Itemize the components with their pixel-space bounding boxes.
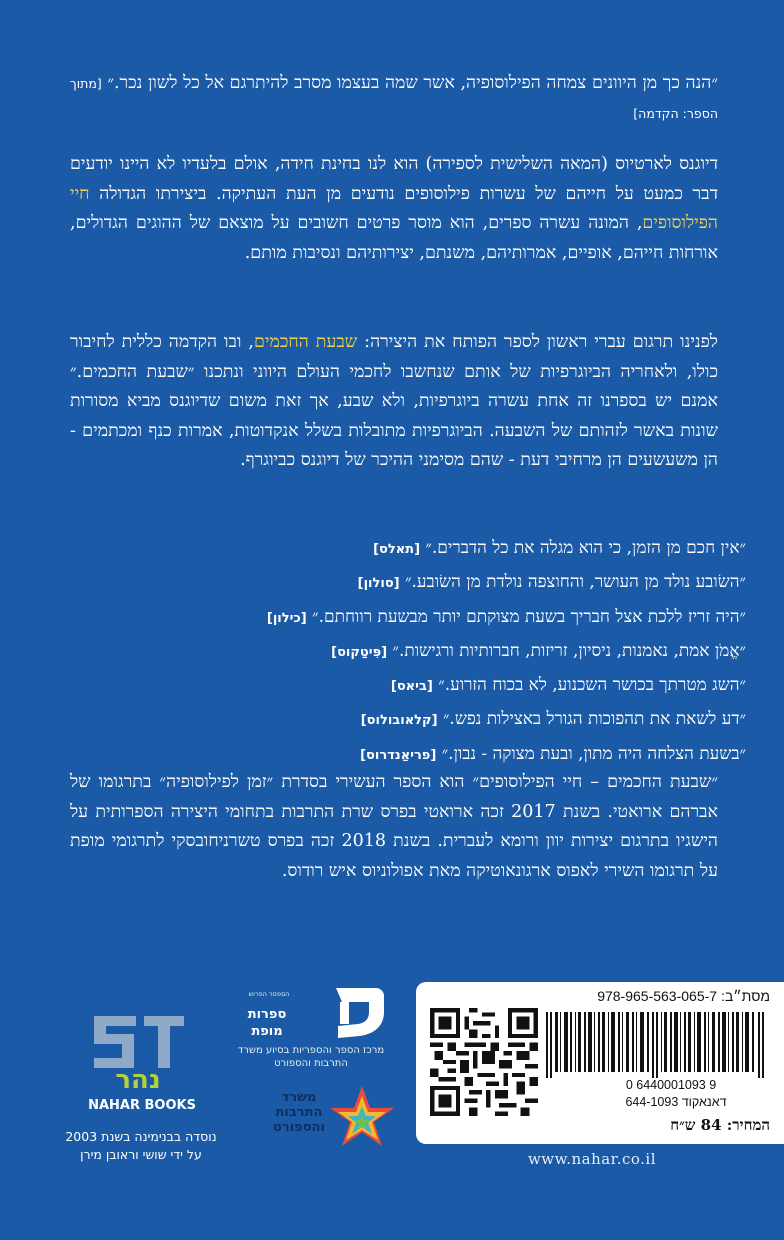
saying-item	[150, 566, 746, 600]
saying-item	[150, 669, 746, 703]
barcode-icon	[544, 1012, 770, 1078]
saying-author: [קלאובולוס]	[360, 713, 438, 729]
seven-sages-highlight: שבעת החכמים	[253, 332, 358, 352]
intro-quote-source: [מתוך הספר: הקדמה]	[70, 76, 718, 121]
ministry-star-icon	[326, 1082, 398, 1154]
saying-author: [סולון]	[357, 576, 400, 592]
series-text: ״שבעת החכמים – חיי הפילוסופים״ הוא הספר העשירי בסדרת ״זמן לפילוסופיה״ בתרגומו של אברהם ארואטי. בשנת 2017 זכה ארואטי בפרס שרת התרבות בתחומי היצירה הספרותית על הישגיו בתרגום יצירות יוון ורומא לעברית. בשנת 2018 זכה בפרס טשרניחובסקי לתרגומי מופת על תרגומו השירי לאפוס ארגונאוטיקה מאת אפולוניוס איש רודוס.	[70, 772, 719, 881]
saying-text: ״אֱמֹן אמת, נאמנות, ניסיון, זריזות, חברותיות ורגישות.״	[387, 640, 746, 661]
translation-text-2: , ובו הקדמה כללית לחיבור כולו, ולאחריה הביוגרפיות של אותם שנחשבו לחכמי העולם היווני ונתכנו ״שבעת החכמים.״ אמנם יש בספרנו זה אחת עשרה ביוגרפיות, ולא שבע, אך זאת משום שדיוגנס מביא מסורות שונות באשר לזהותם של השבעה. הביוגרפיות מתובלות בשלל אנקדוטות, אמרות כנף ומכתמים - הן משעשעים הן מרחיבי דעת - שהם מסימני ההיכר של דיוגנס כביוגרף.	[70, 332, 718, 470]
saying-item	[150, 703, 746, 737]
intro-quote-text: ״הנה כך מן היוונים צמחה הפילוסופיה, אשר שמה בעצמו מסרב להיתרגם אל כל לשון נכר.״	[107, 73, 718, 93]
saying-author: [ביאס]	[390, 679, 433, 695]
mofet-tagline: הספסר הפרוש	[248, 990, 290, 998]
svg-text:נהר: נהר	[115, 1065, 161, 1092]
nahar-books-logo-icon	[86, 1012, 190, 1092]
about-text-1: דיוגנס לארטיוס (המאה השלישית לספירה) הוא לנו בחינת חידה, אולם בלעדיו לא היינו יודעים דבר כמעט על חייהם של עשרות פילוסופים נודעים מן העת העתיקה. ביצירתו הגדולה	[70, 154, 718, 204]
mofet-subtitle: מרכז הספר והספריות בסיוע משרד התרבות והספורט	[237, 1045, 385, 1069]
price-label: המחיר: 84 ש״ח	[670, 1116, 770, 1134]
barcode-panel	[416, 982, 784, 1144]
ministry-name: משרד התרבות והספורט	[273, 1090, 325, 1135]
translation-text-1: לפנינו תרגום עברי ראשון לספר הפותח את היצירה:	[357, 332, 718, 352]
saying-author: [פִּיטַקוס]	[331, 644, 388, 660]
saying-text: ״דע לשאת את תהפוכות הגורל באצילות נפש.״	[437, 709, 746, 730]
about-text-2: , המונה עשרה ספרים, הוא מוסר פרטים חשובים על מוצאם של ההוגים הגדולים, אורחות חייהם, אופיים, אמרותיהם, משנתם, יצירותיהם ונסיבות מותם.	[70, 213, 718, 263]
sayings-list	[150, 532, 746, 772]
saying-text: ״אין חכם מן הזמן, כי הוא מגלה את כל הדברים.״	[420, 538, 746, 558]
saying-author: [תאלס]	[373, 542, 421, 557]
publisher-founded	[46, 1128, 236, 1164]
danacode-label: דאנאקוד 644-1093	[625, 1095, 727, 1109]
saying-text: ״היה זריז ללכת אצל חבריך בשעת מצוקתם יותר מבשעת רווחתם.״	[306, 606, 746, 627]
mofet-name: ספרות מופת	[247, 1007, 287, 1039]
saying-author: [כילון]	[266, 610, 307, 626]
book-title-highlight: חיי הפילוסופים	[70, 183, 718, 233]
founded-line-2: על ידי שושי וראובן מירן	[80, 1147, 202, 1162]
saying-item	[150, 601, 746, 635]
saying-text: ״בשעת הצלחה היה מתון, ובעת מצוקה - נבון.״	[436, 743, 746, 764]
saying-item	[150, 532, 746, 566]
saying-item	[150, 738, 746, 772]
saying-author: [פריאַנדרוס]	[360, 747, 437, 763]
saying-item	[150, 635, 746, 669]
website-link[interactable]: www.nahar.co.il	[527, 1150, 656, 1168]
intro-quote	[70, 69, 718, 128]
paragraph-about	[70, 150, 718, 268]
paragraph-translation	[70, 328, 718, 476]
qr-code-icon	[430, 1008, 538, 1116]
founded-line-1: נוסדה בבנימינה בשנת 2003	[65, 1129, 217, 1144]
saying-text: ״השג מטרתך בכושר השכנוע, לא בכוח הזרוע.״	[432, 675, 746, 696]
nahar-english-name: NAHAR BOOKS	[88, 1098, 196, 1113]
saying-text: ״השׂובע נולד מן העושר, והחוצפה נולדת מן השׂובע.״	[399, 572, 746, 593]
paragraph-series	[70, 768, 718, 886]
isbn-label: מסת״ב: 978-965-563-065-7	[597, 988, 770, 1004]
barcode-number: 0 6440001093 9	[625, 1078, 717, 1092]
